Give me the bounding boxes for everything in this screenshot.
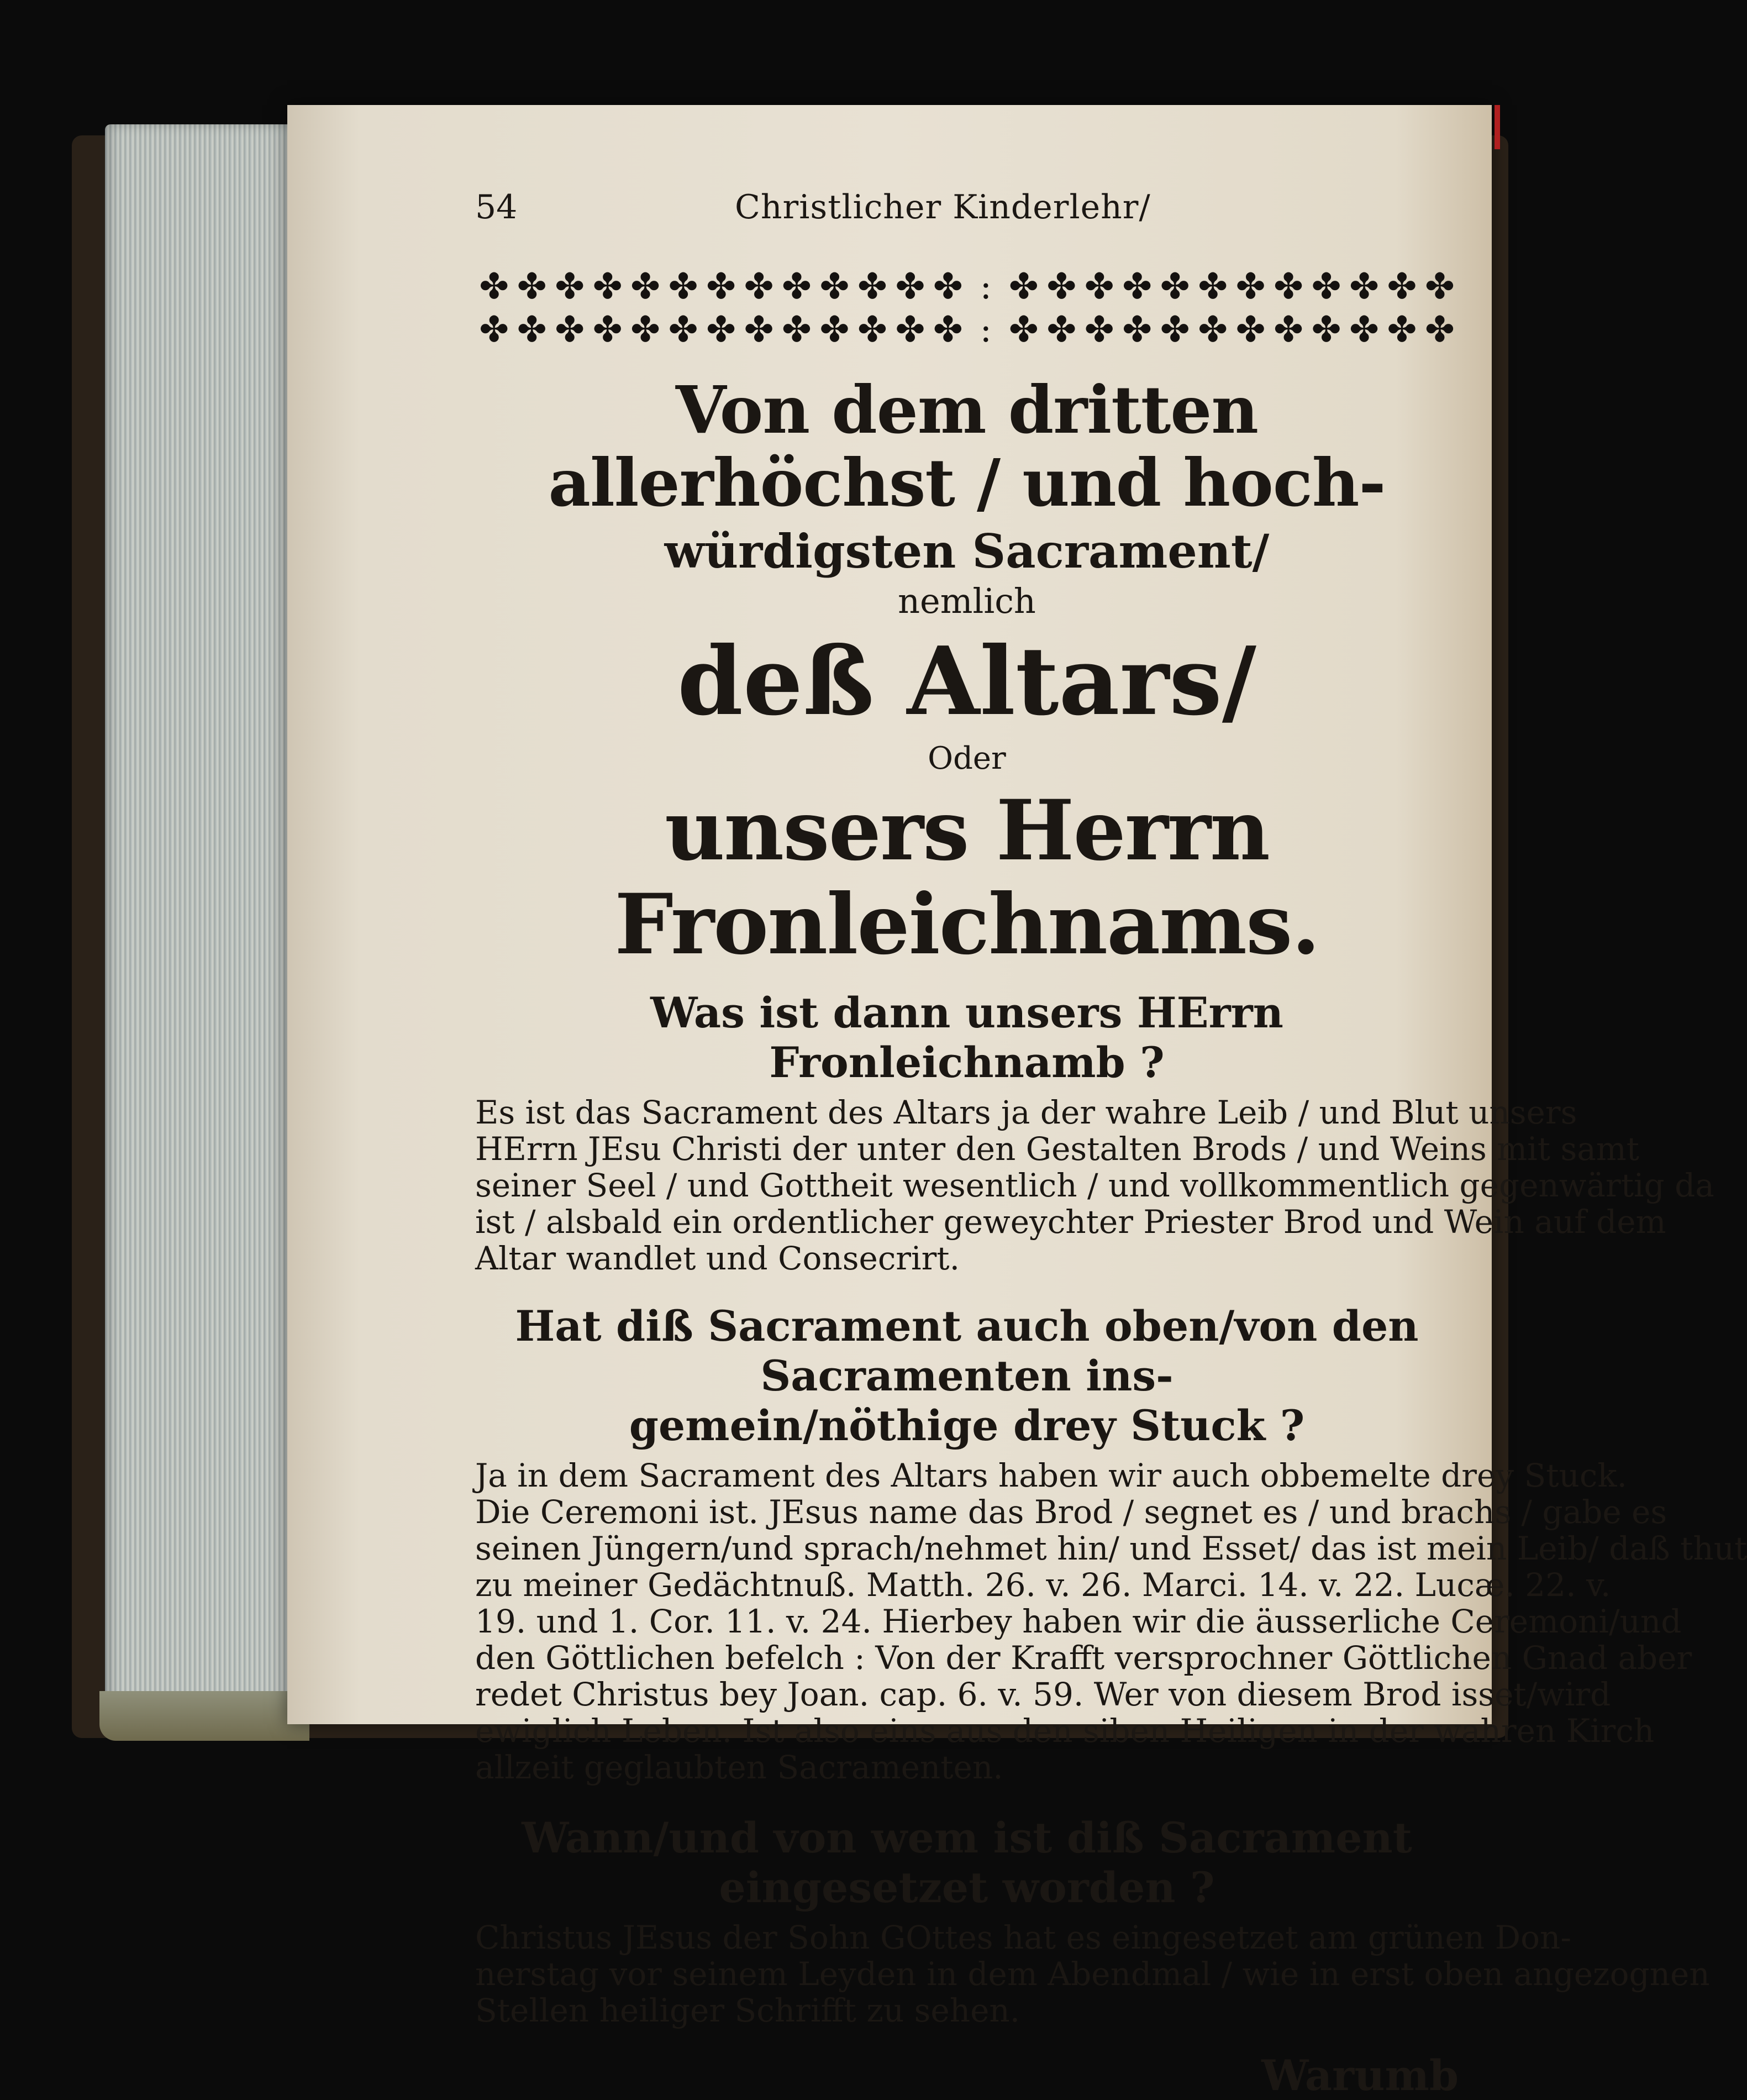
fleuron-icon: ✤ [1349, 266, 1379, 307]
fleuron-icon: ✤ [630, 309, 660, 350]
fleuron-icon: ✤ [1425, 266, 1455, 307]
fleuron-icon: ✤ [744, 266, 774, 307]
answer-line: allzeit geglaubten Sacramenten. [475, 1749, 1003, 1786]
title-line-2: würdigsten Sacrament/ [664, 524, 1270, 579]
fleuron-icon: ✤ [1046, 266, 1077, 307]
answer-paragraph [475, 1919, 1710, 2029]
question-heading [475, 988, 1459, 1088]
fleuron-icon: ✤ [668, 266, 698, 307]
ornament-separator: : [980, 266, 992, 307]
ornament-band [475, 265, 1459, 351]
answer-paragraph [475, 1457, 1747, 1786]
fleuron-icon: ✤ [1235, 266, 1266, 307]
fleuron-icon: ✤ [895, 309, 925, 350]
fleuron-icon: ✤ [517, 266, 547, 307]
fleuron-icon: ✤ [895, 266, 925, 307]
question-heading [475, 1301, 1459, 1451]
fleuron-icon: ✤ [706, 266, 736, 307]
fleuron-icon: ✤ [1387, 309, 1417, 350]
fleuron-icon: ✤ [1046, 309, 1077, 350]
title-line-6: unsers Herrn Fronleichnams. [614, 782, 1319, 973]
answer-line: Die Ceremoni ist. JEsus name das Brod / segnet es / und brachs / gabe es [475, 1493, 1667, 1531]
fleuron-icon: ✤ [517, 309, 547, 350]
title-line-4: deß Altars/ [677, 626, 1256, 737]
answer-line: redet Christus bey Joan. cap. 6. v. 59. Wer von diesem Brod isset/wird [475, 1676, 1611, 1713]
fleuron-icon: ✤ [555, 309, 585, 350]
fleuron-icon: ✤ [592, 266, 623, 307]
fleuron-icon: ✤ [592, 309, 623, 350]
ornament-row [475, 265, 1459, 308]
fleuron-icon: ✤ [1235, 309, 1266, 350]
answer-line: Christus JEsus der Sohn GOttes hat es eingesetzet am grünen Don- [475, 1919, 1571, 1956]
fleuron-icon: ✤ [1008, 309, 1039, 350]
answer-line: Es ist das Sacrament des Altars ja der wahre Leib / und Blut unsers [475, 1094, 1577, 1131]
qa-section [475, 988, 1714, 1277]
answer-line: ist / alsbald ein ordentlicher geweychter Priester Brod und Wein auf dem [475, 1203, 1666, 1241]
fleuron-icon: ✤ [1160, 266, 1190, 307]
answer-line: seinen Jüngern/und sprach/nehmet hin/ und Esset/ das ist mein Leib/ daß thut [475, 1530, 1747, 1567]
fleuron-icon: ✤ [1198, 266, 1228, 307]
book-page [287, 105, 1747, 2100]
fleuron-icon: ✤ [819, 309, 850, 350]
question-line: Hat diß Sacrament auch oben/von den Sacramenten ins- [515, 1301, 1419, 1400]
answer-line: Stellen heiliger Schrifft zu sehen. [475, 1992, 1020, 2029]
title-line-1: Von dem dritten allerhöchst / und hoch- [548, 371, 1386, 521]
fleuron-icon: ✤ [1311, 309, 1341, 350]
fleuron-icon: ✤ [1008, 266, 1039, 307]
answer-line: zu meiner Gedächtnuß. Matth. 26. v. 26. Marci. 14. v. 22. Lucæ. 22. v. [475, 1566, 1611, 1604]
fleuron-icon: ✤ [1122, 266, 1153, 307]
qa-section [475, 1301, 1747, 1786]
question-line: Wann/und von wem ist diß Sacrament eingesetzet worden ? [522, 1813, 1412, 1912]
title-line-3: nemlich [898, 581, 1036, 621]
fleuron-icon: ✤ [1349, 309, 1379, 350]
qa-section [475, 1813, 1710, 2029]
title-line-5: Oder [928, 741, 1006, 776]
answer-line: nerstag vor seinem Leyden in dem Abendmal / wie in erst oben angezognen [475, 1955, 1710, 1993]
page-content [475, 188, 1747, 2100]
answer-line: Ja in dem Sacrament des Altars haben wir auch obbemelte drey Stuck. [475, 1457, 1627, 1494]
fleuron-icon: ✤ [668, 309, 698, 350]
fleuron-icon: ✤ [1425, 309, 1455, 350]
fleuron-icon: ✤ [1274, 266, 1303, 307]
red-page-edge [1495, 105, 1500, 149]
fleuron-icon: ✤ [857, 309, 887, 350]
fleuron-icon: ✤ [1311, 266, 1341, 307]
question-line: gemein/nöthige drey Stuck ? [629, 1401, 1305, 1450]
fleuron-icon: ✤ [555, 266, 585, 307]
answer-line: ewiglich Leben. Ist also eins aus den siben Heiligen in der wahren Kirch [475, 1712, 1655, 1750]
page-header [475, 188, 1459, 249]
catchword: Warumb [1261, 2051, 1459, 2100]
fleuron-icon: ✤ [706, 309, 736, 350]
fleuron-icon: ✤ [1084, 266, 1114, 307]
page-edges-bottom [99, 1691, 309, 1741]
fleuron-icon: ✤ [933, 309, 963, 350]
answer-paragraph [475, 1094, 1714, 1277]
fleuron-icon: ✤ [857, 266, 887, 307]
question-heading [475, 1813, 1459, 1913]
fleuron-icon: ✤ [744, 309, 774, 350]
fleuron-icon: ✤ [819, 266, 850, 307]
fleuron-icon: ✤ [479, 309, 509, 350]
fleuron-icon: ✤ [630, 266, 660, 307]
fleuron-icon: ✤ [782, 309, 812, 350]
catechism-sections [475, 988, 1747, 2029]
fleuron-icon: ✤ [1387, 266, 1417, 307]
page-edges [105, 124, 304, 1705]
fleuron-icon: ✤ [782, 266, 812, 307]
running-head: Christlicher Kinderlehr/ [735, 188, 1151, 227]
answer-line: seiner Seel / und Gottheit wesentlich / und vollkommentlich gegenwärtig da [475, 1167, 1714, 1204]
answer-line: den Göttlichen befelch : Von der Krafft versprochner Göttlichen Gnad aber [475, 1639, 1692, 1677]
answer-line: 19. und 1. Cor. 11. v. 24. Hierbey haben wir die äusserliche Ceremoni/und [475, 1603, 1682, 1640]
fleuron-icon: ✤ [1274, 309, 1303, 350]
fleuron-icon: ✤ [1198, 309, 1228, 350]
page-number: 54 [475, 188, 518, 227]
answer-line: HErrn JEsu Christi der unter den Gestalten Brods / und Weins mit samt [475, 1130, 1640, 1168]
fleuron-icon: ✤ [933, 266, 963, 307]
ornament-row [475, 308, 1459, 351]
question-line: Was ist dann unsers HErrn Fronleichnamb ? [650, 988, 1283, 1087]
fleuron-icon: ✤ [1084, 309, 1114, 350]
fleuron-icon: ✤ [1122, 309, 1153, 350]
ornament-separator: : [980, 309, 992, 350]
fleuron-icon: ✤ [479, 266, 509, 307]
answer-line: Altar wandlet und Consecrirt. [475, 1240, 960, 1277]
fleuron-icon: ✤ [1160, 309, 1190, 350]
